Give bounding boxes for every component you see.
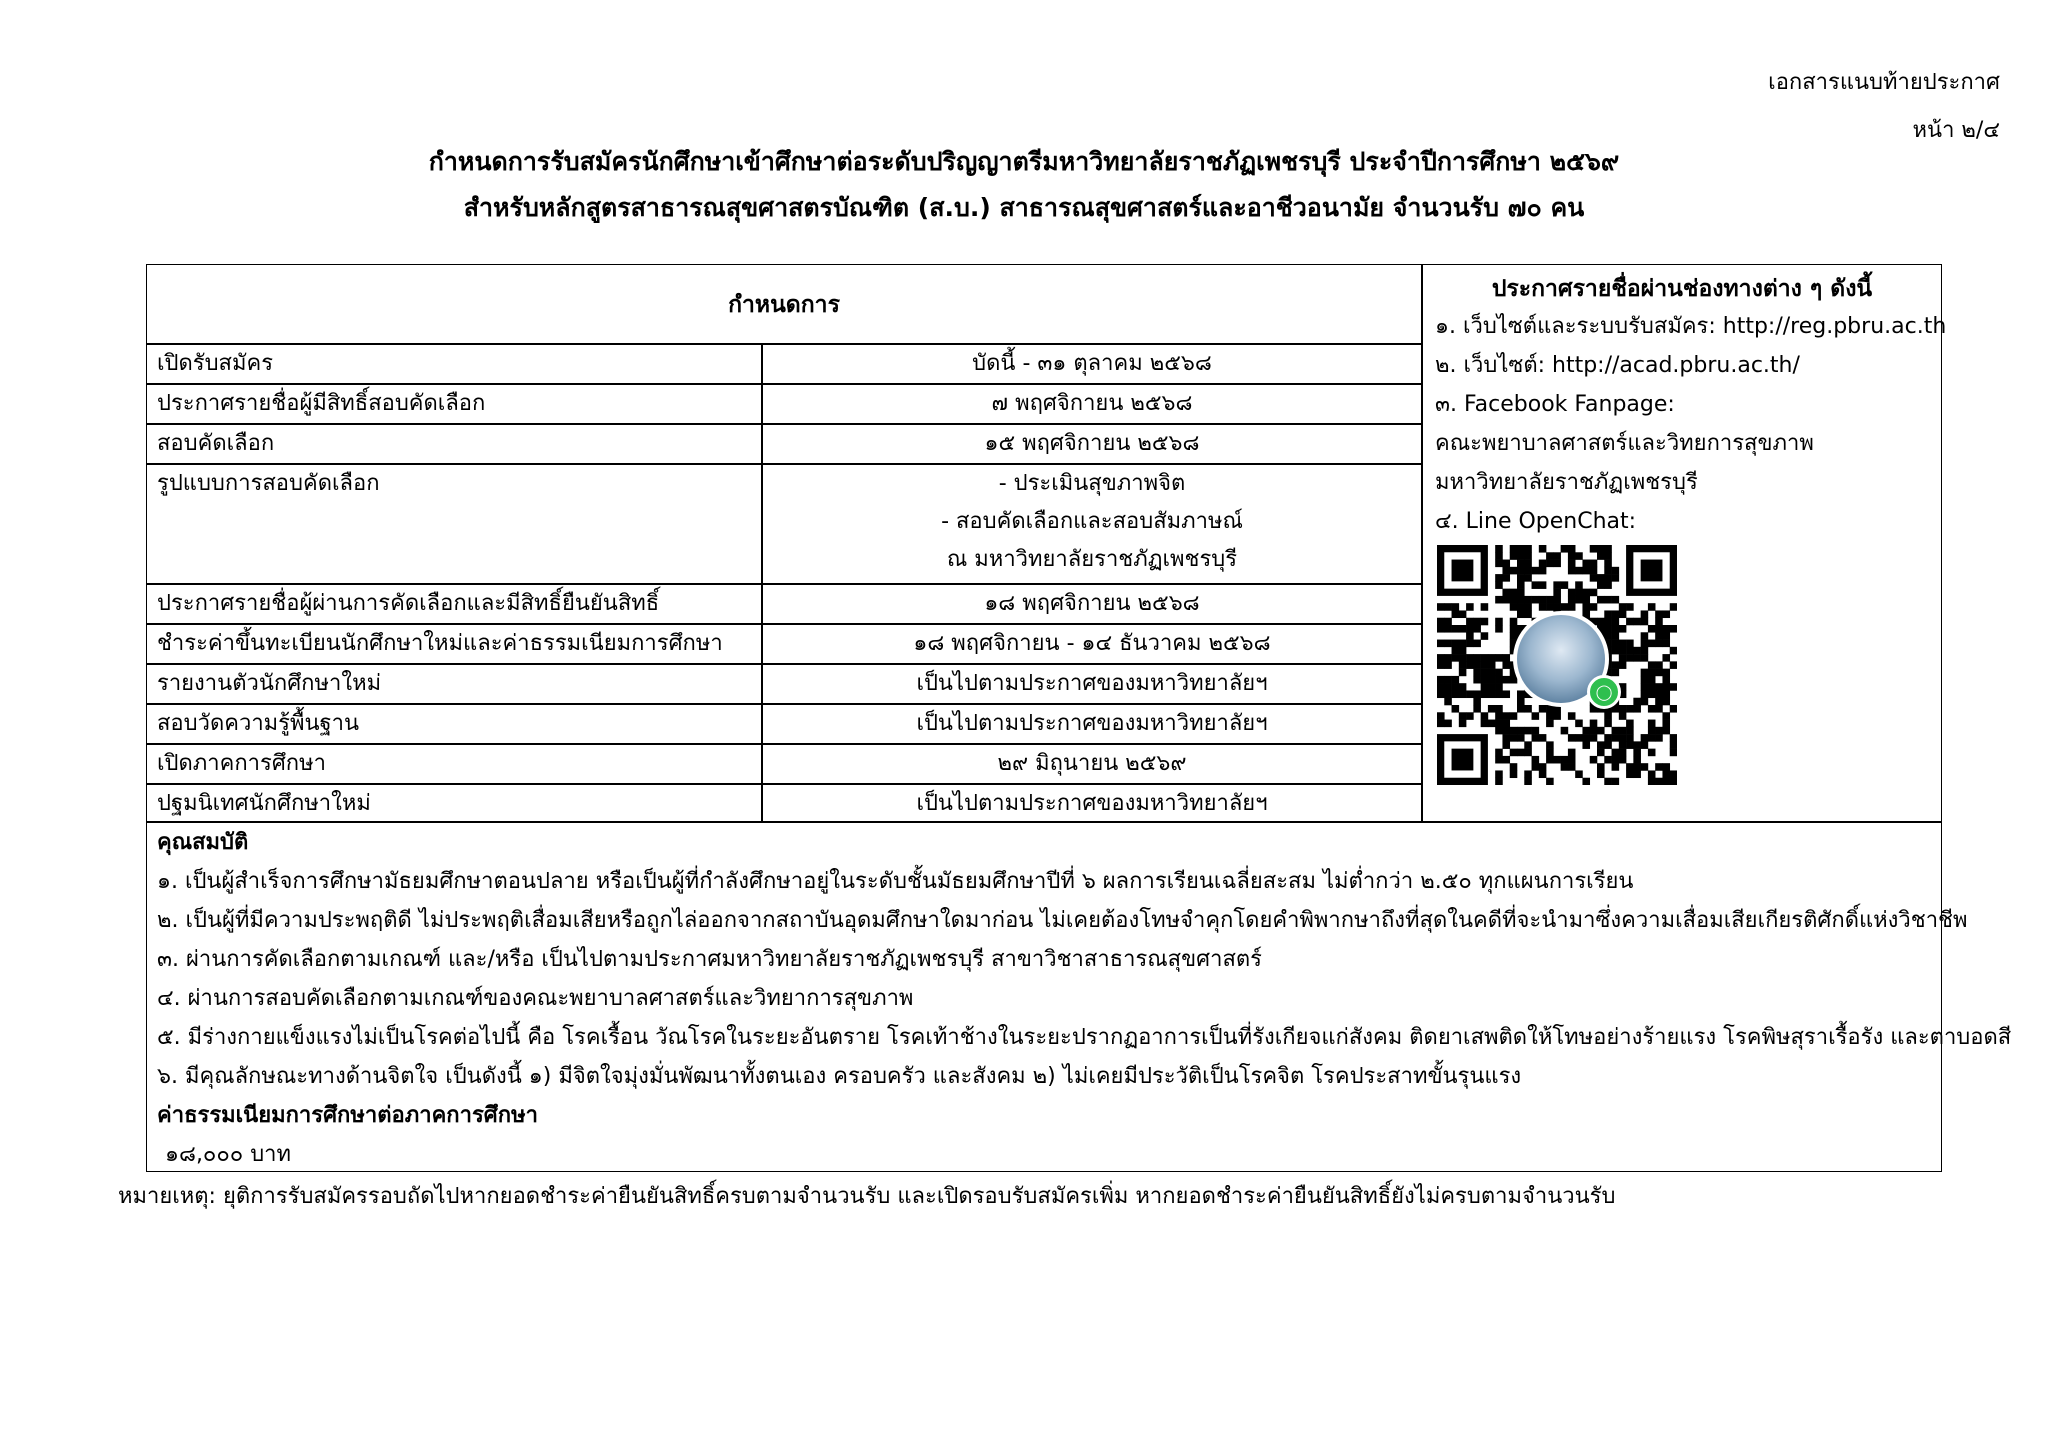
schedule-value: ๑๘ พฤศจิกายน ๒๕๖๘ (762, 584, 1422, 624)
schedule-value: ๒๙ มิถุนายน ๒๕๖๙ (762, 744, 1422, 784)
line-badge-icon: ◯ (1587, 675, 1621, 709)
qualifications-heading: คุณสมบัติ (157, 830, 249, 855)
schedule-value: ๗ พฤศจิกายน ๒๕๖๘ (762, 384, 1422, 424)
schedule-value-line: ณ มหาวิทยาลัยราชภัฏเพชรบุรี (946, 547, 1238, 572)
fee-value: ๑๘,๐๐๐ บาท (165, 1142, 292, 1167)
qualification-item: ๕. มีร่างกายแข็งแรงไม่เป็นโรคต่อไปนี้ คือ โรคเรื้อน วัณโรคในระยะอันตราย โรคเท้าช้างในระยะปรากฏอาการเป็นที่รังเกียจแก่สังคม ติดยาเสพติดให้โทษอย่างร้ายแรง โรคพิษสุราเรื้อรัง และตาบอดสี (157, 1025, 2012, 1050)
schedule-label: รายงานตัวนักศึกษาใหม่ (146, 664, 762, 704)
qualification-item: ๖. มีคุณลักษณะทางด้านจิตใจ เป็นดังนี้ ๑) มีจิตใจมุ่งมั่นพัฒนาทั้งตนเอง ครอบครัว และสังคม ๒) ไม่เคยมีประวัติเป็นโรคจิต โรคประสาทขั้นรุนแรง (157, 1064, 1522, 1089)
document-title: กำหนดการรับสมัครนักศึกษาเข้าศึกษาต่อระดับปริญญาตรีมหาวิทยาลัยราชภัฏเพชรบุรี ประจำปีการศึกษา ๒๕๖๙ (428, 147, 1620, 176)
qualification-item: ๓. ผ่านการคัดเลือกตามเกณฑ์ และ/หรือ เป็นไปตามประกาศมหาวิทยาลัยราชภัฏเพชรบุรี สาขาวิชาสาธารณสุขศาสตร์ (157, 947, 1262, 972)
channel-line: ๒. เว็บไซต์: http://acad.pbru.ac.th/ (1435, 353, 1800, 378)
channel-line: มหาวิทยาลัยราชภัฏเพชรบุรี (1435, 470, 1698, 495)
schedule-label: สอบวัดความรู้พื้นฐาน (146, 704, 762, 744)
schedule-value-line: - สอบคัดเลือกและสอบสัมภาษณ์ (941, 509, 1243, 534)
schedule-value-multiline (762, 464, 1422, 584)
schedule-label: ชำระค่าขึ้นทะเบียนนักศึกษาใหม่และค่าธรรมเนียมการศึกษา (146, 624, 762, 664)
page-number: หน้า ๒/๔ (1912, 118, 2000, 143)
schedule-value: เป็นไปตามประกาศของมหาวิทยาลัยฯ (762, 784, 1422, 822)
channel-line: ๔. Line OpenChat: (1435, 509, 1637, 534)
schedule-heading: กำหนดการ (146, 264, 1422, 344)
announcement-channels (1422, 264, 1947, 822)
schedule-label: สอบคัดเลือก (146, 424, 762, 464)
schedule-value: เป็นไปตามประกาศของมหาวิทยาลัยฯ (762, 704, 1422, 744)
fee-heading: ค่าธรรมเนียมการศึกษาต่อภาคการศึกษา (157, 1103, 538, 1128)
schedule-label: เปิดภาคการศึกษา (146, 744, 762, 784)
channel-line: ๑. เว็บไซต์และระบบรับสมัคร: http://reg.pbru.ac.th (1435, 314, 1947, 339)
schedule-value: ๑๕ พฤศจิกายน ๒๕๖๘ (762, 424, 1422, 464)
schedule-label: รูปแบบการสอบคัดเลือก (146, 464, 762, 584)
qualification-item: ๔. ผ่านการสอบคัดเลือกตามเกณฑ์ของคณะพยาบาลศาสตร์และวิทยาการสุขภาพ (157, 986, 914, 1011)
channel-line: คณะพยาบาลศาสตร์และวิทยการสุขภาพ (1435, 431, 1814, 456)
qualifications-section (146, 822, 2012, 1172)
schedule-value: เป็นไปตามประกาศของมหาวิทยาลัยฯ (762, 664, 1422, 704)
footnote: หมายเหตุ: ยุติการรับสมัครรอบถัดไปหากยอดชำระค่ายืนยันสิทธิ์ครบตามจำนวนรับ และเปิดรอบรับสมัครเพิ่ม หากยอดชำระค่ายืนยันสิทธิ์ยังไม่ครบตามจำนวนรับ (118, 1184, 1616, 1209)
annex-label: เอกสารแนบท้ายประกาศ (1768, 70, 2000, 95)
schedule-value: บัดนี้ - ๓๑ ตุลาคม ๒๕๖๘ (762, 344, 1422, 384)
schedule-value: ๑๘ พฤศจิกายน - ๑๔ ธันวาคม ๒๕๖๘ (762, 624, 1422, 664)
schedule-label: เปิดรับสมัคร (146, 344, 762, 384)
qualification-item: ๒. เป็นผู้ที่มีความประพฤติดี ไม่ประพฤติเสื่อมเสียหรือถูกไล่ออกจากสถาบันอุดมศึกษาใดมาก่อน ไม่เคยต้องโทษจำคุกโดยคำพิพากษาถึงที่สุดในคดีที่จะนำมาซึ่งความเสื่อมเสียเกียรติศักดิ์แห่งวิชาชีพ (157, 908, 1968, 933)
channel-line: ๓. Facebook Fanpage: (1435, 392, 1675, 417)
schedule-value-line: - ประเมินสุขภาพจิต (998, 471, 1186, 496)
channels-heading: ประกาศรายชื่อผ่านช่องทางต่าง ๆ ดังนี้ (1491, 276, 1873, 302)
line-openchat-qr-icon[interactable] (1437, 545, 1677, 785)
document-subtitle: สำหรับหลักสูตรสาธารณสุขศาสตรบัณฑิต (ส.บ.) สาธารณสุขศาสตร์และอาชีวอนามัย จำนวนรับ ๗๐ คน (463, 193, 1585, 222)
schedule-label: ประกาศรายชื่อผู้มีสิทธิ์สอบคัดเลือก (146, 384, 762, 424)
schedule-label: ประกาศรายชื่อผู้ผ่านการคัดเลือกและมีสิทธิ์ยืนยันสิทธิ์ (146, 584, 762, 624)
qualification-item: ๑. เป็นผู้สำเร็จการศึกษามัธยมศึกษาตอนปลาย หรือเป็นผู้ที่กำลังศึกษาอยู่ในระดับชั้นมัธยมศึกษาปีที่ ๖ ผลการเรียนเฉลี่ยสะสม ไม่ต่ำกว่า ๒.๕๐ ทุกแผนการเรียน (157, 869, 1634, 894)
schedule-label: ปฐมนิเทศนักศึกษาใหม่ (146, 784, 762, 822)
